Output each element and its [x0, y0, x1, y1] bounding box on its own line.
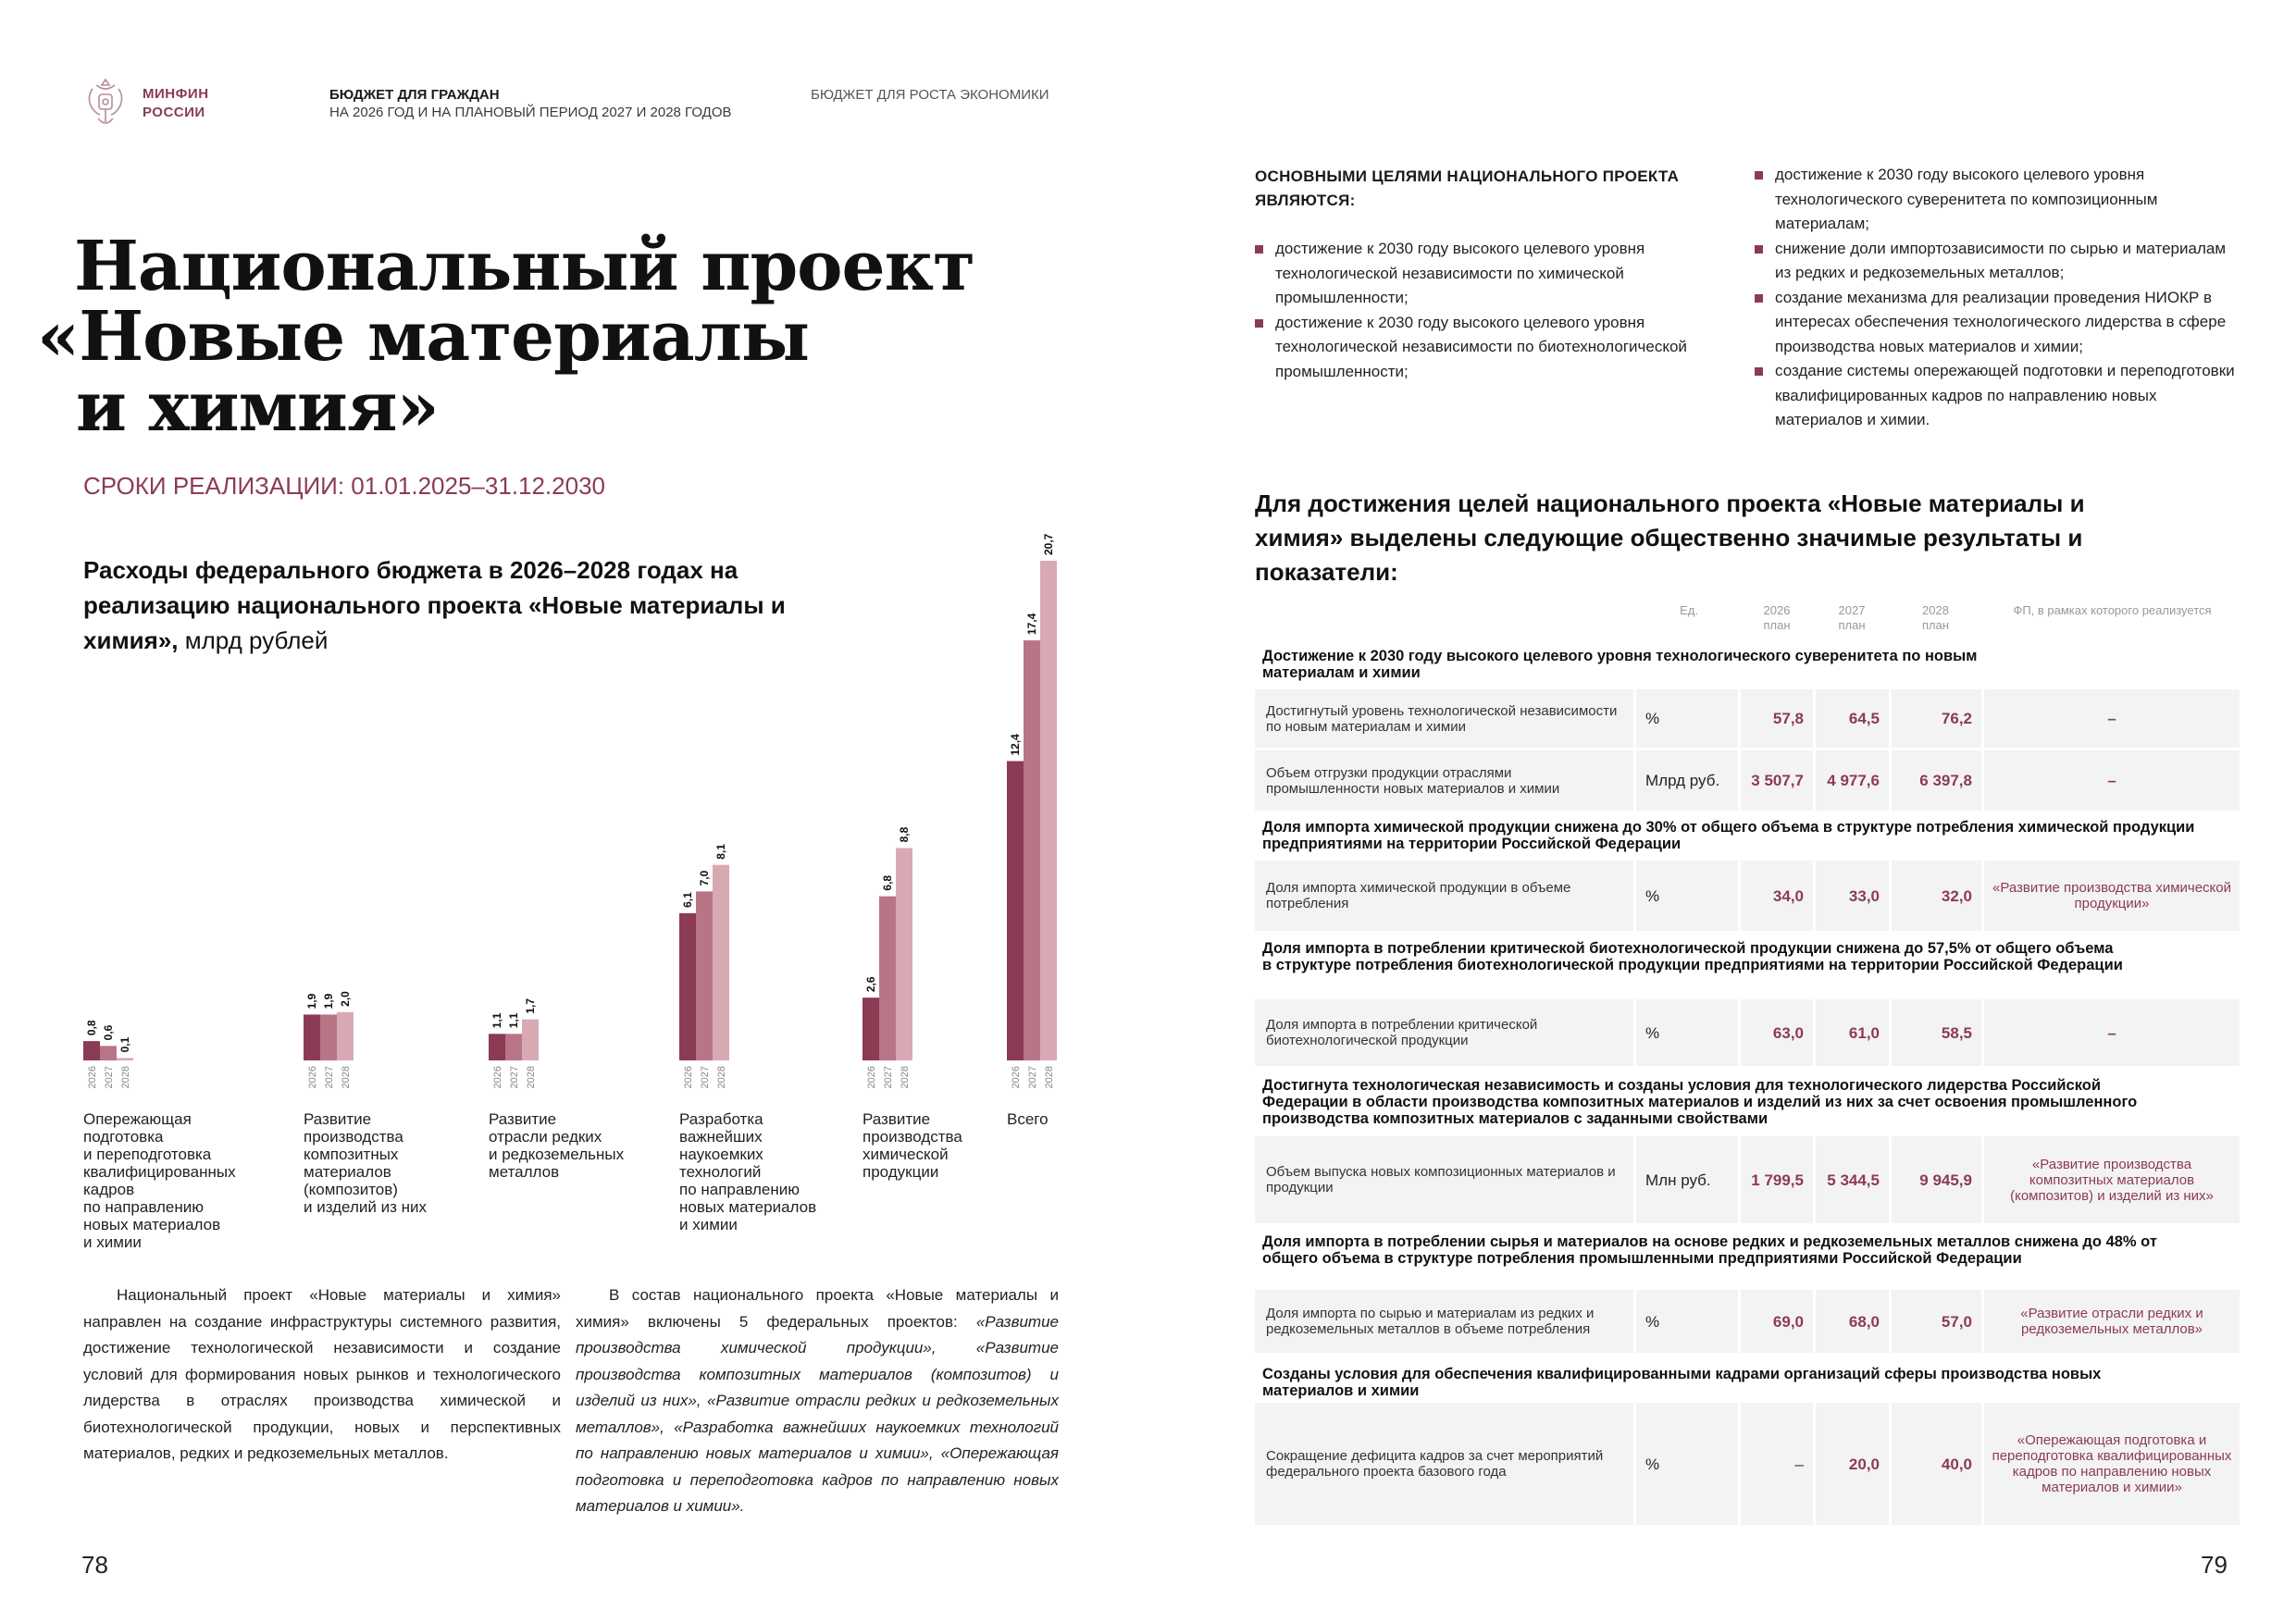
value-2028: 76,2 [1892, 689, 1981, 748]
goals-heading: ОСНОВНЫМИ ЦЕЛЯМИ НАЦИОНАЛЬНОГО ПРОЕКТА ЯВЛЯЮТСЯ: [1255, 167, 1680, 209]
col-header-2026: 2026 план [1763, 603, 1791, 632]
bar-value-label: 1,7 [524, 997, 537, 1014]
federal-project: «Развитие производства химической продукции» [1984, 861, 2240, 931]
bar [896, 848, 912, 1060]
bar-value-label: 8,1 [714, 844, 727, 860]
chart-unit: млрд рублей [184, 626, 329, 654]
page-title-line: Национальный проект [74, 227, 974, 306]
bar-value-label: 7,0 [698, 870, 711, 886]
indicator-unit: % [1636, 1403, 1738, 1525]
value-2027: 20,0 [1816, 1403, 1889, 1525]
budget-bar-chart [0, 0, 1092, 1277]
value-2028: 32,0 [1892, 861, 1981, 931]
bar-year-label: 2028 [120, 1066, 131, 1089]
header-title: БЮДЖЕТ ДЛЯ ГРАЖДАН [329, 87, 500, 103]
bar-value-label: 1,9 [305, 993, 318, 1010]
page-number-left: 78 [81, 1551, 108, 1579]
value-2027: 61,0 [1816, 999, 1889, 1066]
bar-value-label: 12,4 [1009, 734, 1022, 756]
bar-value-label: 2,0 [339, 991, 352, 1007]
bar-year-label: 2027 [509, 1066, 520, 1089]
value-2027: 4 977,6 [1816, 750, 1889, 811]
federal-project: «Опережающая подготовка и переподготовка квалифицированных кадров по направлению новых материалов и химии» [1984, 1403, 2240, 1525]
value-2026: 3 507,7 [1741, 750, 1813, 811]
value-2028: 9 945,9 [1892, 1136, 1981, 1223]
bar [1024, 640, 1040, 1060]
bar [505, 1034, 522, 1060]
chart-title-text: Расходы федерального бюджета в 2026–2028 годах на реализацию национального проекта «Новые материалы и химия», [83, 556, 786, 654]
table-row [1255, 689, 2240, 748]
indicator-name: Доля импорта по сырью и материалам из редких и редкоземельных металлов в объеме потребления [1255, 1290, 1633, 1353]
value-2028: 40,0 [1892, 1403, 1981, 1525]
indicator-unit: % [1636, 689, 1738, 748]
value-2026: – [1741, 1403, 1813, 1525]
bar [337, 1012, 354, 1060]
table-row [1255, 1136, 2240, 1223]
value-2026: 34,0 [1741, 861, 1813, 931]
group-heading: Достигнута технологическая независимость и созданы условия для технологического лидерства Российской Федерации в области производства композитных материалов и изделий из них за счет освоения промышленного производства композитных материалов с заданными свойствами [1262, 1077, 2138, 1127]
value-2026: 57,8 [1741, 689, 1813, 748]
bar [117, 1058, 133, 1060]
value-2026: 1 799,5 [1741, 1136, 1813, 1223]
page-number-right: 79 [2201, 1551, 2228, 1579]
indicator-name: Объем выпуска новых композиционных материалов и продукции [1255, 1136, 1633, 1223]
bar-year-label: 2028 [526, 1066, 537, 1089]
bar-value-label: 1,1 [507, 1012, 520, 1029]
ministry-logo-text: МИНФИН РОССИИ [143, 86, 209, 120]
federal-project: – [1984, 999, 2240, 1066]
goal-item: достижение к 2030 году высокого целевого уровня технологической независимости по химической промышленности; [1255, 237, 1745, 311]
col-header-unit: Ед. [1680, 603, 1698, 617]
implementation-period: СРОКИ РЕАЛИЗАЦИИ: 01.01.2025–31.12.2030 [83, 472, 605, 500]
bar [696, 891, 713, 1060]
bar-year-label: 2026 [492, 1066, 503, 1089]
bar-year-label: 2026 [1011, 1066, 1022, 1089]
federal-project: «Развитие отрасли редких и редкоземельных металлов» [1984, 1290, 2240, 1353]
indicator-unit: % [1636, 861, 1738, 931]
bar [713, 865, 729, 1060]
bar-year-label: 2028 [716, 1066, 727, 1089]
bar-value-label: 6,1 [681, 892, 694, 908]
value-2028: 58,5 [1892, 999, 1981, 1066]
projects-list-text: «Развитие производства химической продукции», «Развитие производства композитных материалов (композитов) и изделий из них», «Развитие отрасли редких и редкоземельных металлов», «Разработка важнейших наукоемких технологий по направлению новых материалов и химии», «Опережающая подготовка и переподготовка кадров по направлению новых материалов и химии». [576, 1312, 1059, 1515]
table-row [1255, 861, 2240, 931]
indicator-unit: Млрд руб. [1636, 750, 1738, 811]
goal-item: достижение к 2030 году высокого целевого уровня технологической независимости по биотехнологической промышленности; [1255, 311, 1745, 385]
bar [100, 1046, 117, 1060]
bar [83, 1041, 100, 1060]
bar [522, 1020, 539, 1060]
bar [863, 997, 879, 1060]
table-row [1255, 1403, 2240, 1525]
federal-project: – [1984, 689, 2240, 748]
bar-year-label: 2028 [341, 1066, 352, 1089]
projects-paragraph [576, 1282, 1059, 1520]
federal-project: «Развитие производства композитных материалов (композитов) и изделий из них» [1984, 1136, 2240, 1223]
table-row [1255, 750, 2240, 811]
bar [1007, 762, 1024, 1060]
federal-project: – [1984, 750, 2240, 811]
group-heading: Созданы условия для обеспечения квалифицированными кадрами организаций сферы производства новых материалов и химии [1262, 1366, 2102, 1399]
page-title-line: «Новые материалы [37, 297, 810, 377]
indicator-name: Достигнутый уровень технологической независимости по новым материалам и химии [1255, 689, 1633, 748]
goals-list-col1 [1255, 237, 1745, 384]
group-heading: Доля импорта химической продукции снижена до 30% от общего объема в структуре потребления химической продукции предприятиями на территории Российской Федерации [1262, 819, 2195, 852]
category-label: Развитие производства композитных материалов (композитов) и изделий из них [304, 1110, 427, 1216]
page-title-line: и химия» [76, 367, 439, 447]
category-label: Разработка важнейших наукоемких технологий по направлению новых материалов и химии [679, 1110, 817, 1233]
results-heading: Для достижения целей национального проекта «Новые материалы и химия» выделены следующие общественно значимые результаты и показатели: [1255, 489, 2085, 586]
bar-year-label: 2027 [883, 1066, 894, 1089]
indicator-name: Доля импорта химической продукции в объеме потребления [1255, 861, 1633, 931]
category-label: Развитие отрасли редких и редкоземельных металлов [489, 1110, 625, 1181]
category-label: Опережающая подготовка и переподготовка квалифицированных кадров по направлению новых материалов и химии [83, 1110, 236, 1251]
table-row [1255, 999, 2240, 1066]
indicator-unit: Млн руб. [1636, 1136, 1738, 1223]
bar-value-label: 2,6 [864, 976, 877, 993]
indicator-name: Доля импорта в потреблении критической биотехнологической продукции [1255, 999, 1633, 1066]
bar-value-label: 8,8 [898, 826, 911, 843]
bar-year-label: 2028 [1044, 1066, 1055, 1089]
bar-year-label: 2026 [683, 1066, 694, 1089]
bar-year-label: 2027 [700, 1066, 711, 1089]
bar [1040, 561, 1057, 1060]
indicator-unit: % [1636, 1290, 1738, 1353]
bar-value-label: 0,6 [102, 1024, 115, 1041]
category-label: Развитие производства химической продукции [863, 1110, 962, 1181]
goal-item: снижение доли импортозависимости по сырью и материалам из редких и редкоземельных металлов; [1755, 237, 2240, 286]
bar [879, 897, 896, 1060]
bar [320, 1014, 337, 1060]
bar-year-label: 2026 [87, 1066, 98, 1089]
group-heading: Доля импорта в потреблении сырья и материалов на основе редких и редкоземельных металлов снижена до 48% от общего объема в структуре потребления промышленными предприятиями Российской Федерации [1262, 1233, 2157, 1267]
bar-year-label: 2027 [104, 1066, 115, 1089]
bar [304, 1014, 320, 1060]
bar-value-label: 6,8 [881, 874, 894, 891]
table-row [1255, 1290, 2240, 1353]
value-2026: 63,0 [1741, 999, 1813, 1066]
indicator-unit: % [1636, 999, 1738, 1066]
indicator-name: Объем отгрузки продукции отраслями промышленности новых материалов и химии [1255, 750, 1633, 811]
goals-list-col2 [1755, 163, 2240, 433]
bar [489, 1034, 505, 1060]
intro-paragraph: Национальный проект «Новые материалы и химия» направлен на создание инфраструктуры системного развития, достижение технологической независимости и создание условий для формирования новых рынков и технологического лидерства в отраслях производства химической и биотехнологической продукции, новых и перспективных материалов, редких и редкоземельных металлов. [83, 1286, 561, 1462]
value-2027: 68,0 [1816, 1290, 1889, 1353]
bar-year-label: 2027 [324, 1066, 335, 1089]
bar [679, 913, 696, 1060]
group-heading: Доля импорта в потреблении критической биотехнологической продукции снижена до 57,5% от общего объема в структуре потребления биотехнологической продукции предприятиями на территории Российской Федерации [1262, 940, 2123, 973]
value-2027: 64,5 [1816, 689, 1889, 748]
bar-value-label: 20,7 [1042, 533, 1055, 555]
value-2027: 33,0 [1816, 861, 1889, 931]
goal-item: создание системы опережающей подготовки и переподготовки квалифицированных кадров по направлению новых материалов и химии. [1755, 359, 2240, 433]
bar-value-label: 0,1 [118, 1036, 131, 1053]
bar-value-label: 1,9 [322, 993, 335, 1010]
value-2027: 5 344,5 [1816, 1136, 1889, 1223]
bar-year-label: 2027 [1027, 1066, 1038, 1089]
indicator-name: Сокращение дефицита кадров за счет мероприятий федерального проекта базового года [1255, 1403, 1633, 1525]
value-2026: 69,0 [1741, 1290, 1813, 1353]
goal-item: создание механизма для реализации проведения НИОКР в интересах обеспечения технологического лидерства в сфере производства новых материалов и химии; [1755, 286, 2240, 360]
bar-value-label: 1,1 [490, 1012, 503, 1029]
bar-value-label: 17,4 [1025, 613, 1038, 636]
bar-year-label: 2028 [900, 1066, 911, 1089]
header-subtitle: НА 2026 ГОД И НА ПЛАНОВЫЙ ПЕРИОД 2027 И 2028 ГОДОВ [329, 105, 732, 120]
projects-paragraph-text: В состав национального проекта «Новые материалы и химия» включены 5 федеральных проектов: [576, 1286, 1059, 1331]
category-label: Всего [1007, 1110, 1049, 1128]
value-2028: 6 397,8 [1892, 750, 1981, 811]
col-header-2027: 2027 план [1838, 603, 1866, 632]
col-header-2028: 2028 план [1921, 603, 1950, 632]
col-header-fp: ФП, в рамках которого реализуется [2013, 603, 2212, 617]
section-title: БЮДЖЕТ ДЛЯ РОСТА ЭКОНОМИКИ [811, 87, 1049, 103]
goal-item: достижение к 2030 году высокого целевого уровня технологического суверенитета по композиционным материалам; [1755, 163, 2240, 237]
bar-year-label: 2026 [866, 1066, 877, 1089]
value-2028: 57,0 [1892, 1290, 1981, 1353]
bar-value-label: 0,8 [85, 1020, 98, 1036]
bar-year-label: 2026 [307, 1066, 318, 1089]
group-heading: Достижение к 2030 году высокого целевого уровня технологического суверенитета по новым материалам и химии [1262, 648, 1978, 681]
